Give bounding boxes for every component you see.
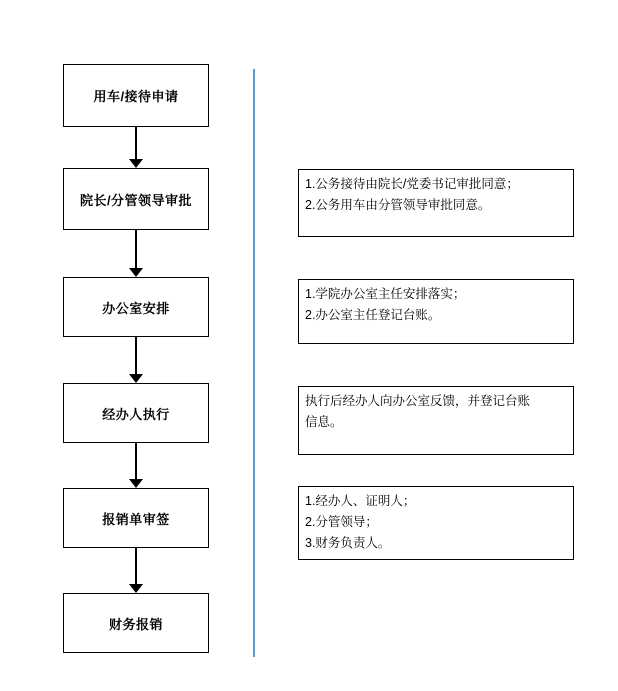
arrow-shaft (135, 230, 137, 270)
arrow-down-icon (129, 584, 143, 593)
flow-step-label: 报销单审签 (102, 511, 170, 527)
note-line: 2.公务用车由分管领导审批同意。 (305, 198, 491, 212)
flow-step-label: 院长/分管领导审批 (79, 192, 193, 208)
section-divider (253, 69, 255, 657)
flow-step-handler-execution (63, 383, 209, 443)
flow-step-label: 财务报销 (108, 616, 163, 632)
flow-step-financial-reimbursement (63, 593, 209, 653)
arrow-down-icon (129, 268, 143, 277)
arrow-down-icon (129, 374, 143, 383)
arrow-shaft (135, 443, 137, 481)
note-line: 2.分管领导； (305, 515, 378, 529)
arrow-shaft (135, 548, 137, 586)
flow-step-application (63, 64, 209, 127)
note-approval-rules (298, 169, 574, 237)
flow-arrow-3 (129, 337, 143, 383)
note-line: 执行后经办人向办公室反馈，并登记台账 (305, 394, 531, 408)
flow-step-office-arrangement (63, 277, 209, 337)
flow-arrow-5 (129, 548, 143, 593)
flow-arrow-1 (129, 127, 143, 168)
note-line: 1.公务接待由院长/党委书记审批同意； (305, 177, 519, 191)
flow-step-label: 办公室安排 (102, 300, 170, 316)
arrow-shaft (135, 127, 137, 161)
note-line: 信息。 (305, 415, 343, 429)
note-line: 2.办公室主任登记台账。 (305, 308, 441, 322)
flow-arrow-4 (129, 443, 143, 488)
flow-step-label: 经办人执行 (102, 406, 170, 422)
flow-step-leader-approval (63, 168, 209, 230)
arrow-shaft (135, 337, 137, 376)
note-feedback (298, 386, 574, 455)
note-signers (298, 486, 574, 560)
note-line: 3.财务负责人。 (305, 536, 391, 550)
note-line: 1.学院办公室主任安排落实； (305, 287, 466, 301)
note-office-duties (298, 279, 574, 344)
flow-arrow-2 (129, 230, 143, 277)
note-line: 1.经办人、证明人； (305, 494, 416, 508)
flow-step-reimbursement-sign (63, 488, 209, 548)
arrow-down-icon (129, 479, 143, 488)
flow-step-label: 用车/接待申请 (93, 89, 179, 104)
arrow-down-icon (129, 159, 143, 168)
